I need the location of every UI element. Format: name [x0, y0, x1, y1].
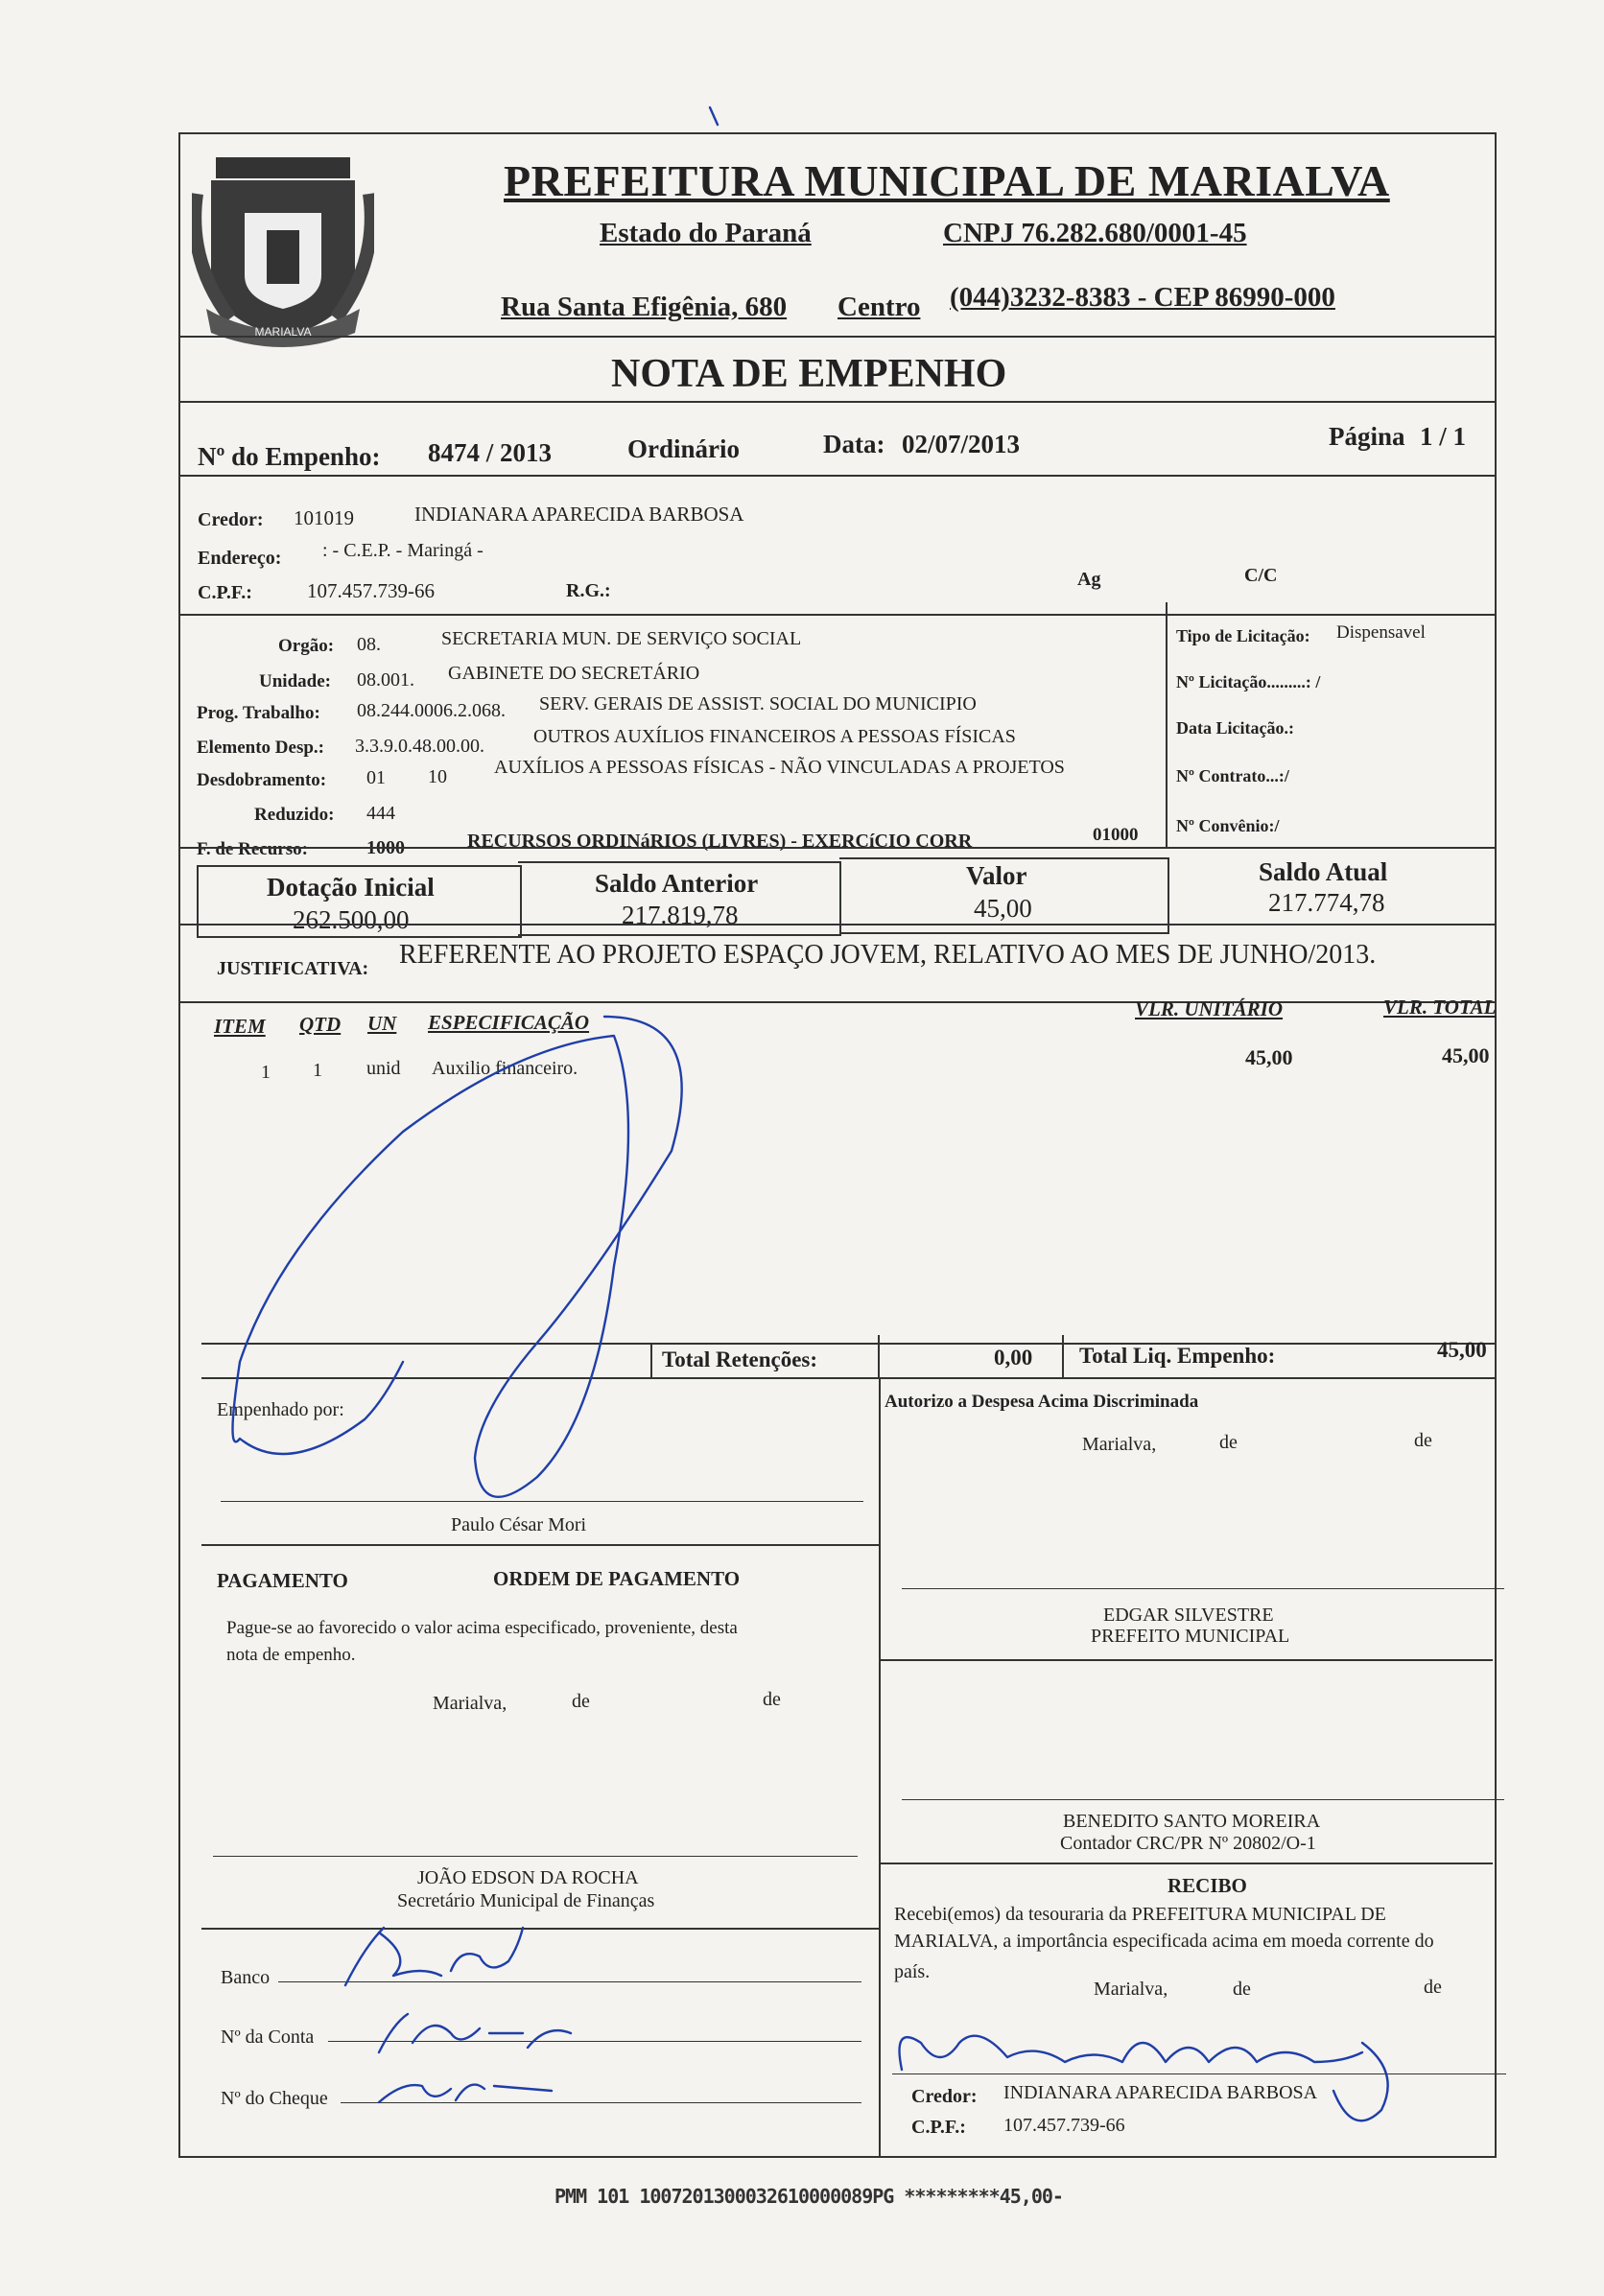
row-qtd: 1 — [313, 1060, 322, 1081]
empenho-type: Ordinário — [627, 434, 741, 463]
retencoes-value: 0,00 — [994, 1346, 1033, 1370]
ordem-pagamento-label: ORDEM DE PAGAMENTO — [493, 1567, 741, 1590]
col-item-header: ITEM — [214, 1015, 266, 1038]
pagamento-city: Marialva, — [433, 1693, 507, 1714]
date-label: Data: — [823, 430, 885, 458]
saldo-anterior-value: 217.819,78 — [622, 901, 739, 929]
unidade-code: 08.001. — [357, 669, 414, 691]
footer-barcode-text: PMM 101 1007201300032610000089PG *********45,00- — [554, 2185, 1063, 2208]
saldo-atual-value: 217.774,78 — [1268, 888, 1385, 917]
col-unit-header: VLR. UNITÁRIO — [1135, 997, 1284, 1020]
fonte-code: 1000 — [366, 837, 405, 858]
cancellation-scribble — [233, 1013, 682, 1497]
pagamento-text-1: Pague-se ao favorecido o valor acima especificado, proveniente, desta — [226, 1618, 738, 1638]
tipo-licitacao: Dispensavel — [1336, 622, 1426, 643]
fonte-label: F. de Recurso: — [197, 839, 308, 859]
unidade-label: Unidade: — [259, 671, 331, 691]
recibo-de1: de — [1233, 1979, 1251, 2000]
endereco-value: : - C.E.P. - Maringá - — [322, 540, 484, 561]
cnpj: CNPJ 76.282.680/0001-45 — [943, 218, 1247, 248]
state-name: Estado do Paraná — [600, 218, 812, 248]
recibo-de2: de — [1424, 1977, 1442, 1998]
data-licitacao-label: Data Licitação.: — [1176, 718, 1294, 738]
empenho-date: 02/07/2013 — [902, 430, 1021, 458]
recibo-credor-label: Credor: — [911, 2086, 978, 2107]
col-un-header: UN — [367, 1012, 397, 1035]
page-label: Página — [1329, 422, 1405, 451]
valor-label: Valor — [966, 861, 1027, 890]
crest-label: MARIALVA — [254, 325, 312, 339]
orgao-label: Orgão: — [278, 636, 335, 656]
contador-name: BENEDITO SANTO MOREIRA — [1063, 1811, 1321, 1832]
tipo-licitacao-label: Tipo de Licitação: — [1176, 626, 1310, 645]
recibo-signature — [900, 2036, 1388, 2121]
col-spec-header: ESPECIFICAÇÃO — [428, 1011, 590, 1034]
empenho-number: 8474 / 2013 — [428, 438, 553, 467]
orgao-code: 08. — [357, 634, 381, 655]
prog-label: Prog. Trabalho: — [197, 703, 320, 723]
contrato-label: Nº Contrato...:/ — [1176, 766, 1289, 785]
saldo-atual-label: Saldo Atual — [1259, 857, 1388, 886]
row-unit-value: 45,00 — [1245, 1045, 1293, 1069]
cpf-label: C.P.F.: — [198, 582, 252, 603]
col-qtd-header: QTD — [299, 1013, 342, 1036]
retencoes-label: Total Retenções: — [662, 1347, 818, 1371]
orgao-name: SECRETARIA MUN. DE SERVIÇO SOCIAL — [441, 628, 802, 649]
empenho-number-label: Nº do Empenho: — [198, 442, 381, 471]
unidade-name: GABINETE DO SECRETÁRIO — [448, 663, 700, 684]
reduzido-value: 444 — [366, 803, 395, 824]
recibo-title: RECIBO — [1168, 1874, 1247, 1897]
dotacao-label: Dotação Inicial — [267, 873, 435, 902]
pagamento-de2: de — [763, 1689, 781, 1710]
recibo-text-1: Recebi(emos) da tesouraria da PREFEITURA MUNICIPAL DE — [894, 1904, 1386, 1925]
saldo-anterior-label: Saldo Anterior — [595, 869, 759, 898]
account-label: C/C — [1244, 565, 1278, 586]
secretario-name: JOÃO EDSON DA ROCHA — [417, 1867, 639, 1888]
autorizo-label: Autorizo a Despesa Acima Discriminada — [885, 1392, 1199, 1412]
num-licitacao-label: Nº Licitação.........: / — [1176, 672, 1321, 691]
empenhado-name: Paulo César Mori — [451, 1514, 587, 1535]
banco-label: Banco — [221, 1967, 271, 1988]
row-spec: Auxilio financeiro. — [432, 1058, 578, 1079]
col-total-header: VLR. TOTAL — [1383, 996, 1497, 1019]
rg-label: R.G.: — [566, 580, 611, 601]
endereco-label: Endereço: — [198, 548, 282, 569]
recibo-text-3: país. — [894, 1961, 931, 1982]
justificativa-text: REFERENTE AO PROJETO ESPAÇO JOVEM, RELATIVO AO MES DE JUNHO/2013. — [399, 940, 1377, 970]
contador-role: Contador CRC/PR Nº 20802/O-1 — [1060, 1833, 1316, 1854]
cheque-label: Nº do Cheque — [221, 2088, 328, 2109]
pagamento-text-2: nota de empenho. — [226, 1645, 356, 1665]
agency-label: Ag — [1077, 569, 1101, 590]
prog-code: 08.244.0006.2.068. — [357, 700, 506, 721]
elem-code: 3.3.9.0.48.00.00. — [355, 736, 484, 757]
pagamento-label: PAGAMENTO — [217, 1569, 348, 1592]
recibo-text-2: MARIALVA, a importância especificada acima em moeda corrente do — [894, 1931, 1434, 1952]
fonte-number: 01000 — [1093, 825, 1139, 845]
elem-name: OUTROS AUXÍLIOS FINANCEIROS A PESSOAS FÍSICAS — [533, 726, 1016, 747]
elem-label: Elemento Desp.: — [197, 738, 324, 758]
credor-name: INDIANARA APARECIDA BARBOSA — [414, 503, 744, 526]
conta-signature — [379, 2014, 571, 2052]
cpf-value: 107.457.739-66 — [307, 579, 435, 602]
autorizo-city: Marialva, — [1082, 1434, 1157, 1455]
document-title: NOTA DE EMPENHO — [611, 352, 1007, 396]
credor-label: Credor: — [198, 509, 264, 530]
convenio-label: Nº Convênio:/ — [1176, 816, 1280, 835]
empenhado-label: Empenhado por: — [217, 1399, 344, 1420]
secretario-role: Secretário Municipal de Finanças — [397, 1890, 655, 1911]
conta-label: Nº da Conta — [221, 2027, 315, 2048]
recibo-credor: INDIANARA APARECIDA BARBOSA — [1003, 2082, 1318, 2103]
row-total-value: 45,00 — [1442, 1043, 1490, 1067]
desd-b: 10 — [428, 766, 447, 787]
reduzido-label: Reduzido: — [254, 805, 335, 825]
banco-signature — [345, 1928, 523, 1985]
justificativa-label: JUSTIFICATIVA: — [217, 958, 369, 979]
desd-label: Desdobramento: — [197, 770, 327, 790]
cheque-signature — [379, 2085, 552, 2102]
pagamento-de1: de — [572, 1691, 590, 1712]
liquido-label: Total Liq. Empenho: — [1079, 1344, 1276, 1368]
phone-cep: (044)3232-8383 - CEP 86990-000 — [950, 282, 1335, 313]
dotacao-value: 262.500,00 — [293, 905, 410, 934]
recibo-city: Marialva, — [1094, 1979, 1168, 2000]
prefeito-name: EDGAR SILVESTRE — [1103, 1605, 1274, 1626]
autorizo-de1: de — [1219, 1432, 1238, 1453]
district: Centro — [837, 292, 921, 322]
row-un: unid — [366, 1058, 401, 1079]
fonte-name: RECURSOS ORDINáRIOS (LIVRES) - EXERCíCIO CORR — [467, 831, 973, 852]
top-pen-mark — [710, 107, 718, 125]
credor-code: 101019 — [294, 506, 354, 529]
prog-name: SERV. GERAIS DE ASSIST. SOCIAL DO MUNICIPIO — [539, 693, 977, 715]
recibo-cpf-label: C.P.F.: — [911, 2117, 966, 2138]
autorizo-de2: de — [1414, 1430, 1432, 1451]
prefeito-role: PREFEITO MUNICIPAL — [1091, 1626, 1290, 1647]
liquido-value: 45,00 — [1437, 1338, 1487, 1362]
page-number: 1 / 1 — [1420, 422, 1467, 451]
recibo-cpf: 107.457.739-66 — [1003, 2115, 1125, 2136]
valor-value: 45,00 — [974, 894, 1032, 923]
desd-a: 01 — [366, 767, 386, 788]
desd-name: AUXÍLIOS A PESSOAS FÍSICAS - NÃO VINCULADAS A PROJETOS — [494, 757, 1065, 778]
street-address: Rua Santa Efigênia, 680 — [501, 292, 788, 322]
page-title: PREFEITURA MUNICIPAL DE MARIALVA — [504, 156, 1390, 205]
row-item: 1 — [261, 1062, 271, 1083]
